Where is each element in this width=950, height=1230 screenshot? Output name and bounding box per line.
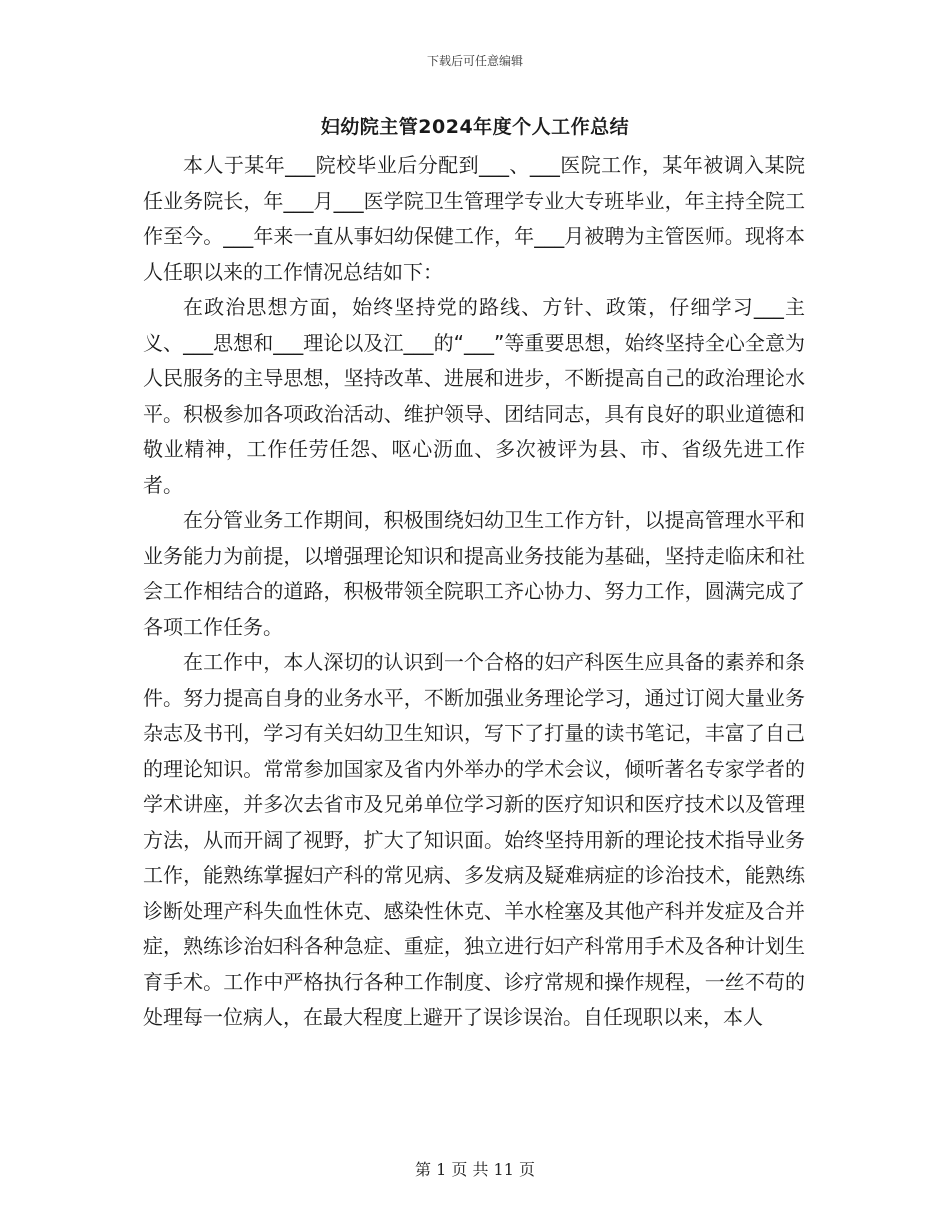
page-number: 第 1 页 共 11 页 [415, 1160, 535, 1179]
paragraph-work: 在工作中，本人深切的认识到一个合格的妇产科医生应具备的素养和条件。努力提高自身的业务水平，不断加强业务理论学习，通过订阅大量业务杂志及书刊，学习有关妇幼卫生知识，写下了打量的读书笔记，丰富了自己的理论知识。常常参加国家及省内外举办的学术会议，倾听著名专家学者的学术讲座，并多次去省市及兄弟单位学习新的医疗知识和医疗技术以及管理方法，从而开阔了视野，扩大了知识面。始终坚持用新的理论技术指导业务工作，能熟练掌握妇产科的常见病、多发病及疑难病症的诊治技术，能熟练诊断处理产科失血性休克、感染性休克、羊水栓塞及其他产科并发症及合并症，熟练诊治妇科各种急症、重症，独立进行妇产科常用手术及各种计划生育手术。工作中严格执行各种工作制度、诊疗常规和操作规程，一丝不苟的处理每一位病人，在最大程度上避开了误诊误治。自任现职以来，本人 [143, 650, 805, 1029]
paragraph-political: 在政治思想方面，始终坚持党的路线、方针、政策，仔细学习___主义、___思想和___理论以及江___的“___”等重要思想，始终坚持全心全意为人民服务的主导思想，坚持改革、进展和进步，不断提高自己的政治理论水平。积极参加各项政治活动、维护领导、团结同志，具有良好的职业道德和敬业精神，工作任劳任怨、呕心沥血、多次被评为县、市、省级先进工作者。 [143, 295, 805, 497]
paragraph-intro: 本人于某年___院校毕业后分配到___、___医院工作，某年被调入某院任业务院长，年___月___医学院卫生管理学专业大专班毕业，年主持全院工作至今。___年来一直从事妇幼保健工作，年___月被聘为主管医师。现将本人任职以来的工作情况总结如下： [143, 153, 805, 284]
paragraph-management: 在分管业务工作期间，积极围绕妇幼卫生工作方针，以提高管理水平和业务能力为前提，以增强理论知识和提高业务技能为基础，坚持走临床和社会工作相结合的道路，积极带领全院职工齐心协力、努力工作，圆满完成了各项工作任务。 [143, 508, 805, 639]
document-body [143, 148, 805, 1036]
header-note: 下载后可任意编辑 [426, 54, 523, 68]
document-title: 妇幼院主管2024年度个人工作总结 [320, 116, 630, 138]
